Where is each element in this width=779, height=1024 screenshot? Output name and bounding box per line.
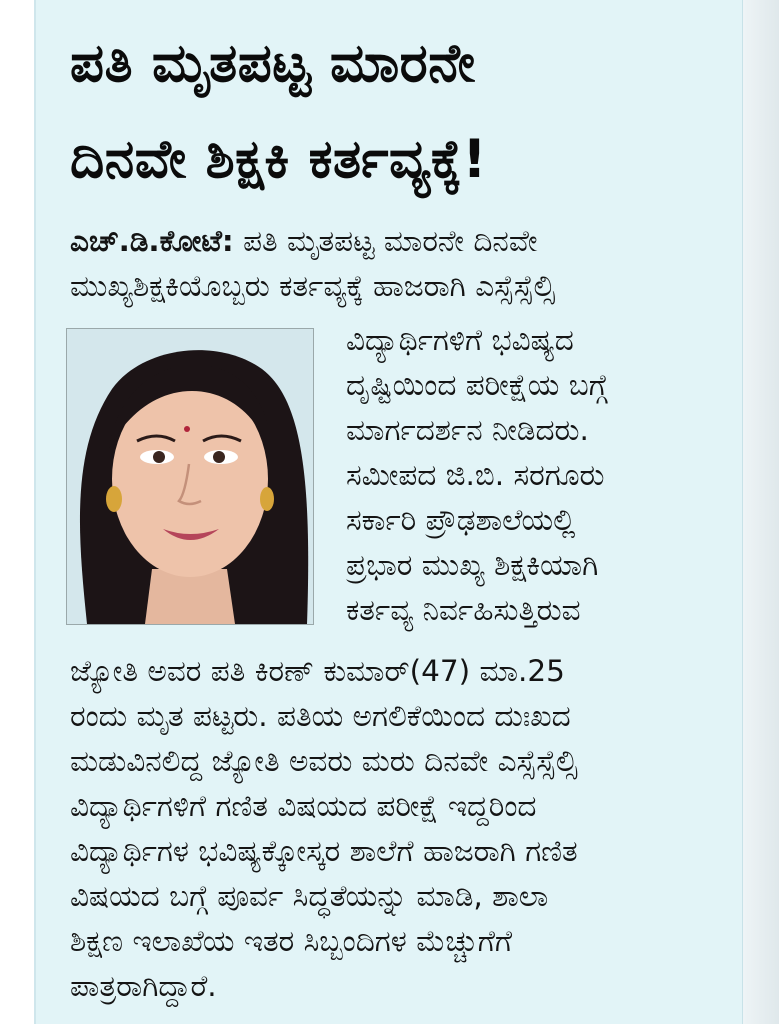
headline-line-2: ದಿನವೇ ಶಿಕ್ಷಕಿ ಕರ್ತವ್ಯಕ್ಕೆ!	[70, 129, 488, 190]
dateline: ಎಚ್.ಡಿ.ಕೋಟೆ:	[70, 224, 234, 258]
body-line: ಸಮೀಪದ ಜಿ.ಬಿ. ಸರಗೂರು	[346, 458, 605, 492]
body-line: ವಿಷಯದ ಬಗ್ಗೆ ಪೂರ್ವ ಸಿದ್ಧತೆಯನ್ನು ಮಾಡಿ, ಶಾಲಾ	[70, 879, 549, 913]
body-line: ಶಿಕ್ಷಣ ಇಲಾಖೆಯ ಇತರ ಸಿಬ್ಬಂದಿಗಳ ಮೆಚ್ಚುಗೆಗೆ	[70, 924, 513, 958]
body-line: ವಿದ್ಯಾರ್ಥಿಗಳ ಭವಿಷ್ಯಕ್ಕೋಸ್ಕರ ಶಾಲೆಗೆ ಹಾಜರಾಗಿ ಗಣಿತ	[70, 834, 578, 868]
scan-left-margin	[0, 0, 36, 1024]
body-line: ಮುಖ್ಯಶಿಕ್ಷಕಿಯೊಬ್ಬರು ಕರ್ತವ್ಯಕ್ಕೆ ಹಾಜರಾಗಿ ಎಸ್ಸೆಸ್ಸೆಲ್ಸಿ	[70, 269, 556, 303]
body-line: ಸರ್ಕಾರಿ ಪ್ರೌಢಶಾಲೆಯಲ್ಲಿ	[346, 503, 576, 537]
body-line: ಮಡುವಿನಲಿದ್ದ ಜ್ಯೋತಿ ಅವರು ಮರು ದಿನವೇ ಎಸ್ಸೆಸ್ಸೆಲ್ಸಿ	[70, 744, 578, 778]
body-line: ರಂದು ಮೃತ ಪಟ್ಟರು. ಪತಿಯ ಅಗಲಿಕೆಯಿಂದ ದುಃಖದ	[70, 699, 571, 733]
body-line: ವಿದ್ಯಾರ್ಥಿಗಳಿಗೆ ಗಣಿತ ವಿಷಯದ ಪರೀಕ್ಷೆ ಇದ್ದರಿಂದ	[70, 789, 537, 823]
body-line	[70, 222, 537, 260]
body-line: ಮಾರ್ಗದರ್ಶನ ನೀಡಿದರು.	[346, 413, 589, 447]
body-line: ದೃಷ್ಟಿಯಿಂದ ಪರೀಕ್ಷೆಯ ಬಗ್ಗೆ	[346, 368, 608, 402]
body-line: ವಿದ್ಯಾರ್ಥಿಗಳಿಗೆ ಭವಿಷ್ಯದ	[346, 323, 574, 357]
newspaper-clipping	[36, 0, 743, 1024]
scan-right-margin	[743, 0, 779, 1024]
body-line: ಪಾತ್ರರಾಗಿದ್ದಾರೆ.	[70, 969, 217, 1003]
body-line-text: ಪತಿ ಮೃತಪಟ್ಟ ಮಾರನೇ ದಿನವೇ	[243, 224, 538, 258]
body-line: ಕರ್ತವ್ಯ ನಿರ್ವಹಿಸುತ್ತಿರುವ	[346, 593, 581, 627]
body-line: ಜ್ಯೋತಿ ಅವರ ಪತಿ ಕಿರಣ್ ಕುಮಾರ್(47) ಮಾ.25	[70, 654, 565, 688]
portrait-image	[67, 329, 313, 624]
article-headline	[70, 16, 730, 208]
body-line: ಪ್ರಭಾರ ಮುಖ್ಯ ಶಿಕ್ಷಕಿಯಾಗಿ	[346, 548, 599, 582]
teacher-portrait-photo	[66, 328, 314, 625]
headline-line-1: ಪತಿ ಮೃತಪಟ್ಟ ಮಾರನೇ	[70, 33, 476, 94]
